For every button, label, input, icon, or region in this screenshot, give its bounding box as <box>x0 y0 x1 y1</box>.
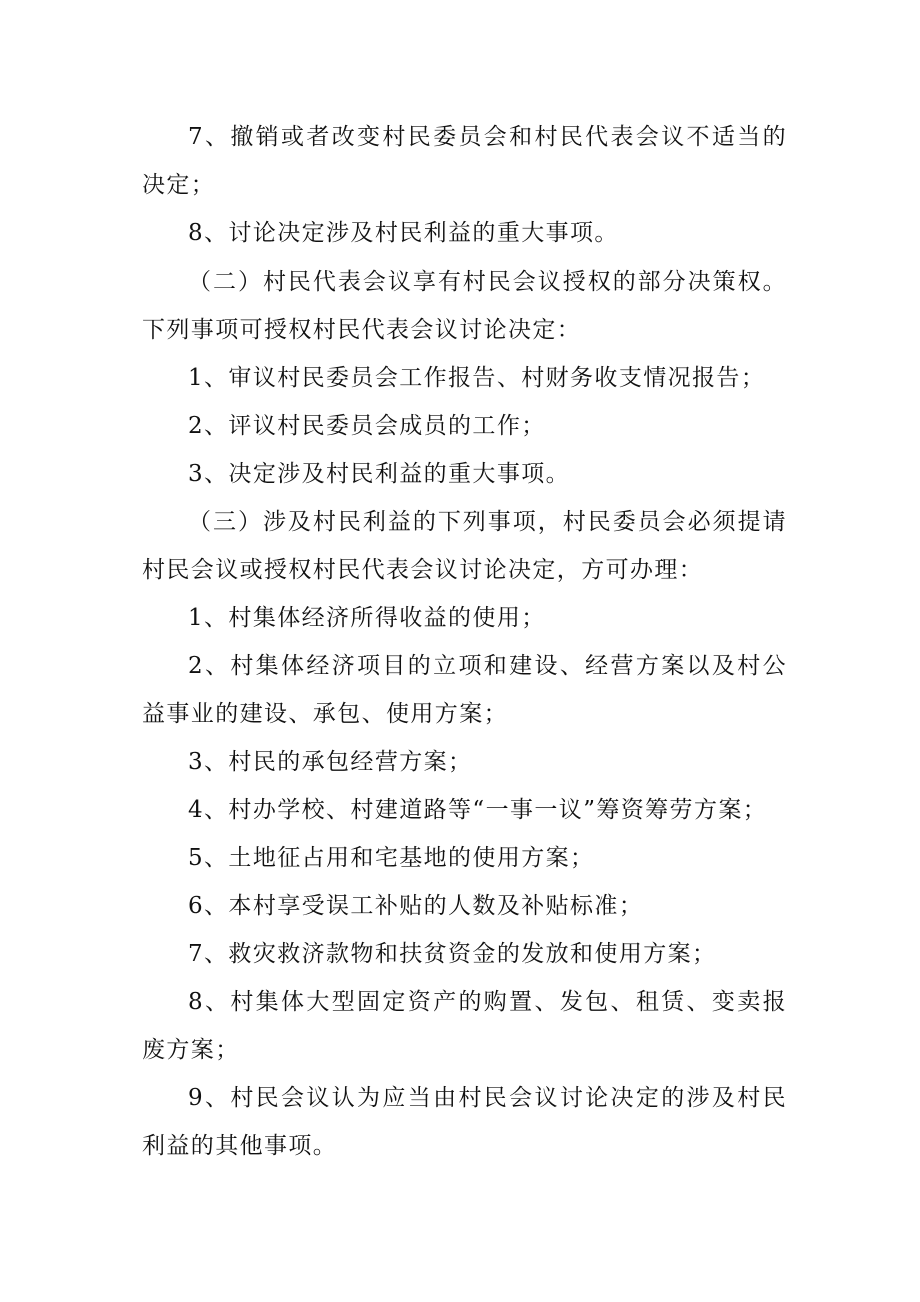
paragraph-section-3-heading: （三）涉及村民利益的下列事项，村民委员会必须提请村民会议或授权村民代表会议讨论决定，方可办理： <box>142 509 787 583</box>
paragraph-item-7-relief: 7、救灾救济款物和扶贫资金的发放和使用方案； <box>188 941 717 967</box>
paragraph-section-2-heading: （二）村民代表会议享有村民会议授权的部分决策权。下列事项可授权村民代表会议讨论决定： <box>142 269 787 343</box>
paragraph-item-4-funding: 4、村办学校、村建道路等“一事一议”筹资筹劳方案； <box>188 797 768 823</box>
paragraph-item-1-income: 1、村集体经济所得收益的使用； <box>188 605 546 631</box>
paragraph-item-7-revoke: 7、撤销或者改变村民委员会和村民代表会议不适当的决定； <box>142 124 787 198</box>
paragraph-item-3-contract: 3、村民的承包经营方案； <box>188 749 473 775</box>
paragraph-item-2-evaluate: 2、评议村民委员会成员的工作； <box>188 413 546 439</box>
paragraph-item-1-review: 1、审议村民委员会工作报告、村财务收支情况报告； <box>188 365 766 391</box>
paragraph-item-5-land: 5、土地征占用和宅基地的使用方案； <box>188 845 595 871</box>
paragraph-item-6-subsidy: 6、本村享受误工补贴的人数及补贴标准； <box>188 893 644 919</box>
paragraph-item-9-other: 9、村民会议认为应当由村民会议讨论决定的涉及村民利益的其他事项。 <box>142 1085 787 1159</box>
paragraph-item-3-decide: 3、决定涉及村民利益的重大事项。 <box>188 461 571 487</box>
paragraph-item-8-discuss: 8、讨论决定涉及村民利益的重大事项。 <box>188 220 619 246</box>
paragraph-item-8-assets: 8、村集体大型固定资产的购置、发包、租赁、变卖报废方案； <box>142 989 787 1063</box>
paragraph-item-2-projects: 2、村集体经济项目的立项和建设、经营方案以及村公益事业的建设、承包、使用方案； <box>142 653 787 727</box>
